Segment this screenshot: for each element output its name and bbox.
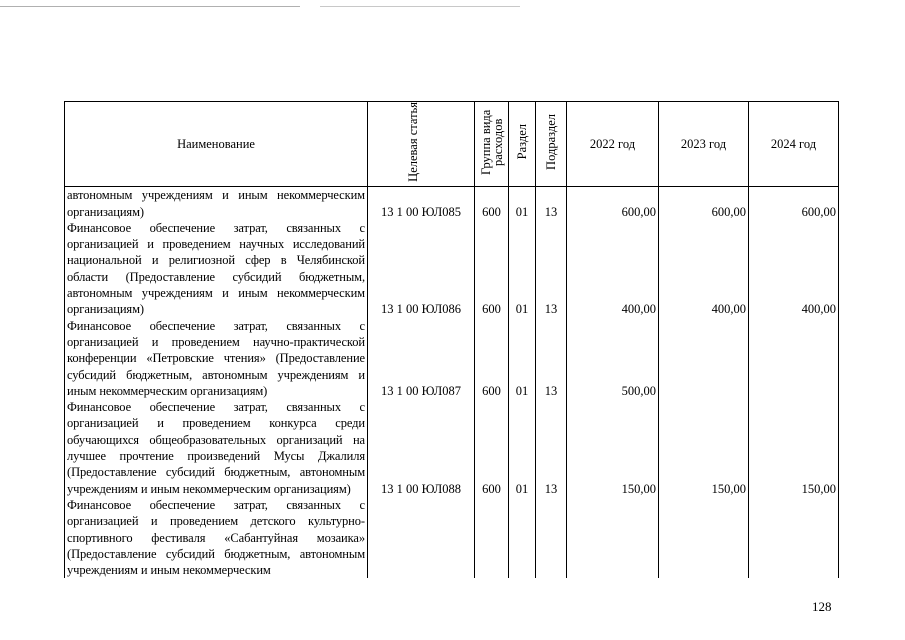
row-2022: [567, 497, 659, 578]
row-2022: 150,00: [567, 399, 659, 497]
table-row: [65, 497, 839, 578]
row-group: 600: [475, 187, 509, 220]
table-row: [65, 318, 839, 399]
row-name: Финансовое обеспечение затрат, связанных с организацией и проведением научно-практической конференции «Петровские чтения» (Предоставление субсидий бюджетным, автономным учреждениям и иным некоммерческим организациям): [65, 318, 368, 399]
row-subsection: 13: [536, 399, 567, 497]
row-2024: [749, 318, 839, 399]
row-section: 01: [509, 220, 536, 318]
header-subsection-label: Подраздел: [544, 114, 558, 170]
row-group: [475, 497, 509, 578]
row-subsection: 13: [536, 220, 567, 318]
row-name: Финансовое обеспечение затрат, связанных с организацией и проведением детского культурно-спортивного фестиваля «Сабантуйная мозаика» (Предоставление субсидий бюджетным, автономным учреждениям и иным некоммерческим: [65, 497, 368, 578]
row-subsection: 13: [536, 187, 567, 220]
row-subsection: 13: [536, 318, 567, 399]
budget-table: [64, 101, 839, 578]
header-2022: 2022 год: [567, 102, 659, 187]
header-2024: 2024 год: [749, 102, 839, 187]
row-2023: 600,00: [659, 187, 749, 220]
row-2023: [659, 497, 749, 578]
row-code: 13 1 00 ЮЛ088: [368, 399, 475, 497]
table-row: [65, 399, 839, 497]
row-code: [368, 497, 475, 578]
row-name: Финансовое обеспечение затрат, связанных с организацией и проведением научных исследований национальной и религиозной сфер в Челябинской области (Предоставление субсидий бюджетным, автономным учреждениям и иным некоммерческим организациям): [65, 220, 368, 318]
row-2024: [749, 497, 839, 578]
row-2022: 500,00: [567, 318, 659, 399]
row-2022: 400,00: [567, 220, 659, 318]
page-number: 128: [812, 599, 832, 614]
row-name: автономным учреждениям и иным некоммерческим организациям): [65, 187, 368, 220]
row-2023: 400,00: [659, 220, 749, 318]
row-code: 13 1 00 ЮЛ086: [368, 220, 475, 318]
row-2024: 150,00: [749, 399, 839, 497]
header-name: Наименование: [65, 102, 368, 187]
header-2023: 2023 год: [659, 102, 749, 187]
row-code: 13 1 00 ЮЛ085: [368, 187, 475, 220]
row-group: 600: [475, 318, 509, 399]
scan-artifact-line: [0, 6, 300, 7]
row-code: 13 1 00 ЮЛ087: [368, 318, 475, 399]
header-code-label: Целевая статья: [406, 102, 420, 182]
row-2022: 600,00: [567, 187, 659, 220]
row-2024: 600,00: [749, 187, 839, 220]
header-section-label: Раздел: [515, 124, 529, 160]
header-group: [475, 102, 509, 187]
row-section: 01: [509, 187, 536, 220]
table-row: [65, 220, 839, 318]
row-2023: [659, 318, 749, 399]
header-row: [65, 102, 839, 187]
row-section: 01: [509, 318, 536, 399]
row-subsection: [536, 497, 567, 578]
row-group: 600: [475, 220, 509, 318]
scan-artifact-line: [320, 6, 520, 7]
row-section: 01: [509, 399, 536, 497]
row-2023: 150,00: [659, 399, 749, 497]
row-name: Финансовое обеспечение затрат, связанных с организацией и проведением конкурса среди обучающихся общеобразовательных организаций на лучшее прочтение произведений Мусы Джалиля (Предоставление субсидий бюджетным, автономным учреждениям и иным некоммерческим организациям): [65, 399, 368, 497]
header-section: [509, 102, 536, 187]
row-group: 600: [475, 399, 509, 497]
header-group-label: Группа вида расходов: [478, 109, 505, 175]
table-row: [65, 187, 839, 220]
row-2024: 400,00: [749, 220, 839, 318]
row-section: [509, 497, 536, 578]
header-subsection: [536, 102, 567, 187]
header-code: [368, 102, 475, 187]
